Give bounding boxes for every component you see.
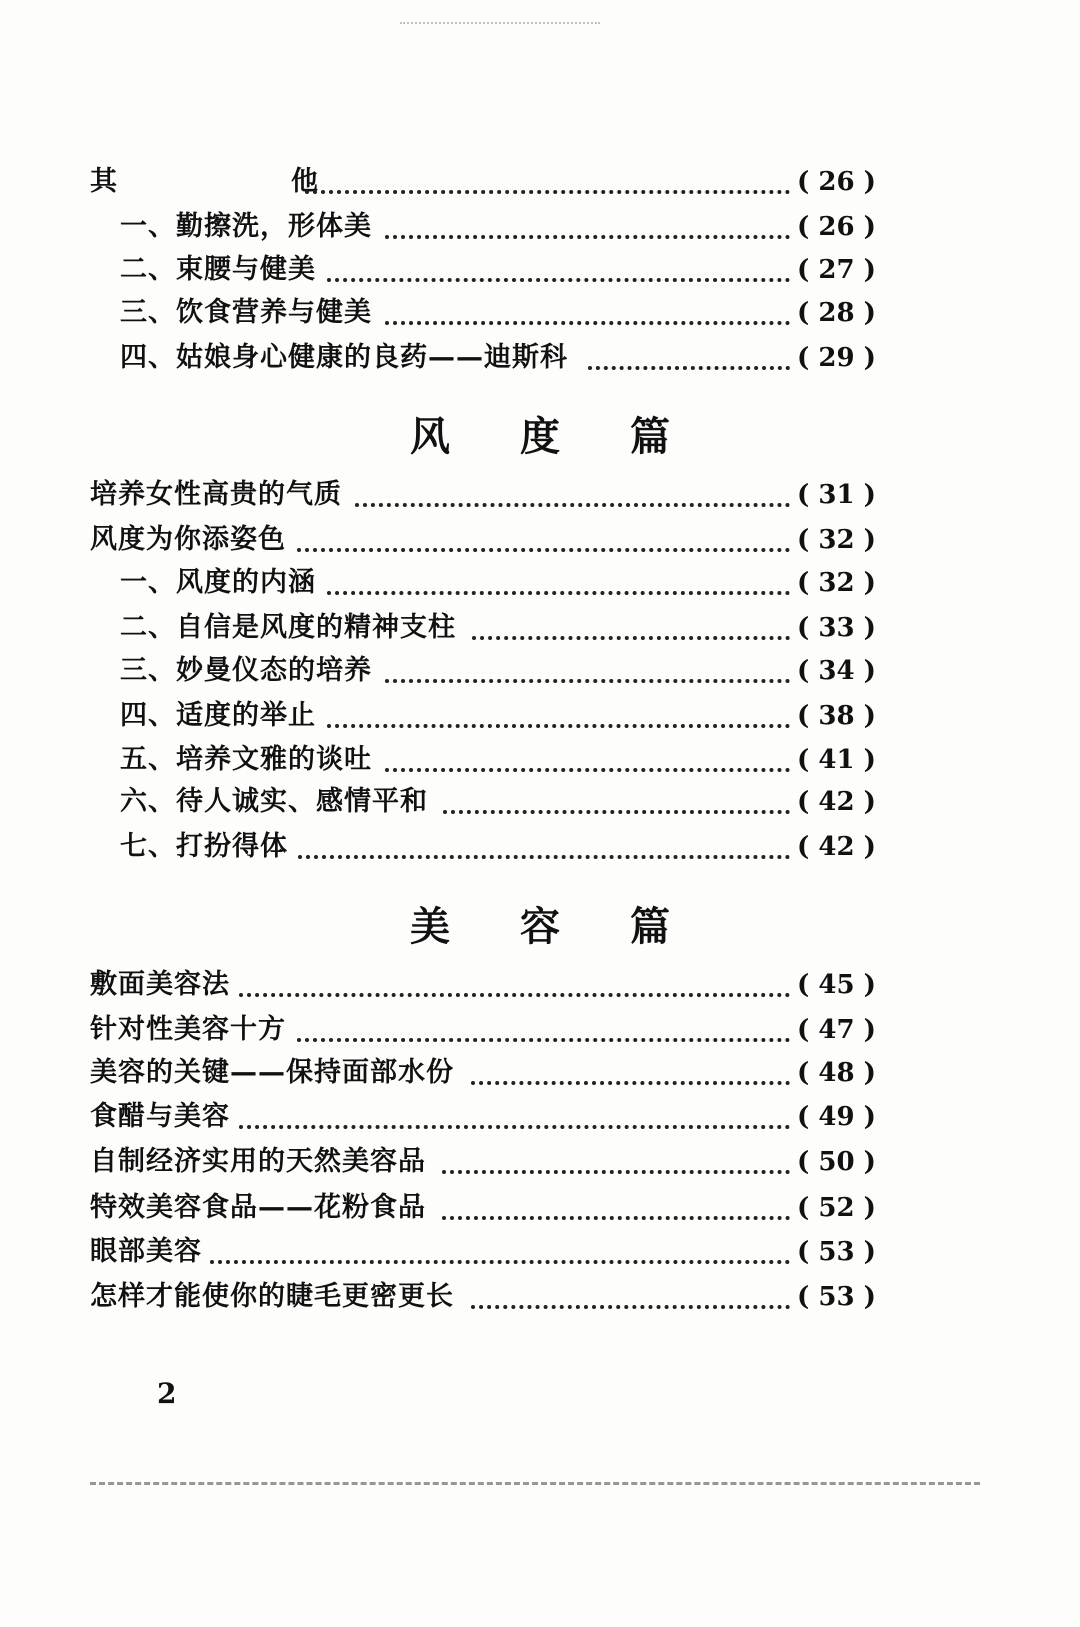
toc-entry-page: ( 48 ) <box>797 1058 876 1088</box>
toc-entry <box>0 782 1080 822</box>
dot-leader <box>210 1260 790 1264</box>
toc-entry-page: ( 32 ) <box>797 568 876 598</box>
dot-leader <box>305 190 790 194</box>
dot-leader <box>297 1038 790 1042</box>
toc-entry <box>0 696 1080 736</box>
toc-entry-title: 五、培养文雅的谈吐 <box>120 744 372 775</box>
dot-leader <box>355 503 790 507</box>
scan-artifact-top <box>400 22 600 24</box>
toc-entry <box>0 563 1080 603</box>
toc-entry-title: 风度为你添姿色 <box>90 524 286 555</box>
dot-leader <box>385 679 790 683</box>
toc-entry-page: ( 42 ) <box>797 787 876 817</box>
toc-entry-title: 敷面美容法 <box>90 969 230 1000</box>
toc-entry-title: 六、待人诚实、感情平和 <box>120 786 428 817</box>
dot-leader <box>588 366 790 370</box>
toc-entry <box>0 965 1080 1005</box>
toc-entry-title: 培养女性高贵的气质 <box>90 479 342 510</box>
toc-entry-page: ( 52 ) <box>797 1193 876 1223</box>
toc-entry <box>0 1232 1080 1272</box>
toc-entry-title: 三、饮食营养与健美 <box>120 297 372 328</box>
toc-entry-page: ( 31 ) <box>797 480 876 510</box>
section-heading: 美容篇 <box>410 904 740 950</box>
toc-entry-title: 四、适度的举止 <box>120 700 316 731</box>
toc-entry <box>0 293 1080 333</box>
toc-entry <box>0 250 1080 290</box>
dot-leader <box>327 278 790 282</box>
toc-entry-title: 自制经济实用的天然美容品 <box>90 1146 426 1177</box>
dot-leader <box>442 1216 790 1220</box>
toc-entry <box>0 1142 1080 1182</box>
toc-entry <box>0 475 1080 515</box>
toc-entry <box>0 338 1080 378</box>
toc-entry-page: ( 50 ) <box>797 1147 876 1177</box>
dot-leader <box>385 235 790 239</box>
toc-entry-page: ( 53 ) <box>797 1237 876 1267</box>
dot-leader <box>385 768 790 772</box>
toc-entry-title: 怎样才能使你的睫毛更密更长 <box>90 1281 454 1312</box>
scan-artifact-bottom <box>90 1482 980 1485</box>
toc-entry <box>0 651 1080 691</box>
toc-entry-page: ( 29 ) <box>797 343 876 373</box>
toc-entry-title: 食醋与美容 <box>90 1101 230 1132</box>
toc-entry-title: 一、勤擦洗，形体美 <box>120 211 372 242</box>
toc-entry-title: 三、妙曼仪态的培养 <box>120 655 372 686</box>
toc-entry <box>0 740 1080 780</box>
dot-leader <box>471 1305 790 1309</box>
toc-entry-title: 美容的关键——保持面部水份 <box>90 1057 454 1088</box>
toc-entry-page: ( 32 ) <box>797 525 876 555</box>
toc-entry-page: ( 33 ) <box>797 613 876 643</box>
dot-leader <box>472 636 790 640</box>
toc-entry <box>0 520 1080 560</box>
page-number: 2 <box>157 1377 177 1410</box>
dot-leader <box>297 548 790 552</box>
toc-entry-title: 二、束腰与健美 <box>120 254 316 285</box>
toc-entry-page: ( 53 ) <box>797 1282 876 1312</box>
toc-entry <box>0 1097 1080 1137</box>
toc-entry-page: ( 26 ) <box>797 167 876 197</box>
toc-entry-title: 其 他 <box>90 166 358 197</box>
dot-leader <box>298 855 790 859</box>
dot-leader <box>443 810 790 814</box>
dot-leader <box>471 1081 790 1085</box>
toc-entry <box>0 207 1080 247</box>
dot-leader <box>327 591 790 595</box>
toc-entry-page: ( 27 ) <box>797 255 876 285</box>
toc-entry-title: 二、自信是风度的精神支柱 <box>120 612 456 643</box>
toc-entry-page: ( 42 ) <box>797 832 876 862</box>
toc-entry-page: ( 38 ) <box>797 701 876 731</box>
section-heading: 风度篇 <box>410 414 740 460</box>
toc-entry-title: 四、姑娘身心健康的良药——迪斯科 <box>120 342 568 373</box>
dot-leader <box>239 1125 790 1129</box>
toc-entry <box>0 827 1080 867</box>
dot-leader <box>442 1170 790 1174</box>
dot-leader <box>327 724 790 728</box>
toc-entry-title: 一、风度的内涵 <box>120 567 316 598</box>
toc-entry <box>0 1010 1080 1050</box>
toc-entry <box>0 1277 1080 1317</box>
toc-entry <box>0 162 1080 202</box>
toc-entry-title: 特效美容食品——花粉食品 <box>90 1192 426 1223</box>
toc-entry-title: 针对性美容十方 <box>90 1014 286 1045</box>
dot-leader <box>239 993 790 997</box>
toc-entry-page: ( 41 ) <box>797 745 876 775</box>
toc-entry <box>0 1053 1080 1093</box>
toc-entry-page: ( 47 ) <box>797 1015 876 1045</box>
toc-entry <box>0 1188 1080 1228</box>
toc-entry-page: ( 34 ) <box>797 656 876 686</box>
toc-entry-page: ( 45 ) <box>797 970 876 1000</box>
toc-entry-page: ( 49 ) <box>797 1102 876 1132</box>
toc-entry-title: 眼部美容 <box>90 1236 202 1267</box>
toc-entry <box>0 608 1080 648</box>
toc-entry-title: 七、打扮得体 <box>120 831 288 862</box>
toc-entry-page: ( 26 ) <box>797 212 876 242</box>
dot-leader <box>385 321 790 325</box>
toc-entry-page: ( 28 ) <box>797 298 876 328</box>
